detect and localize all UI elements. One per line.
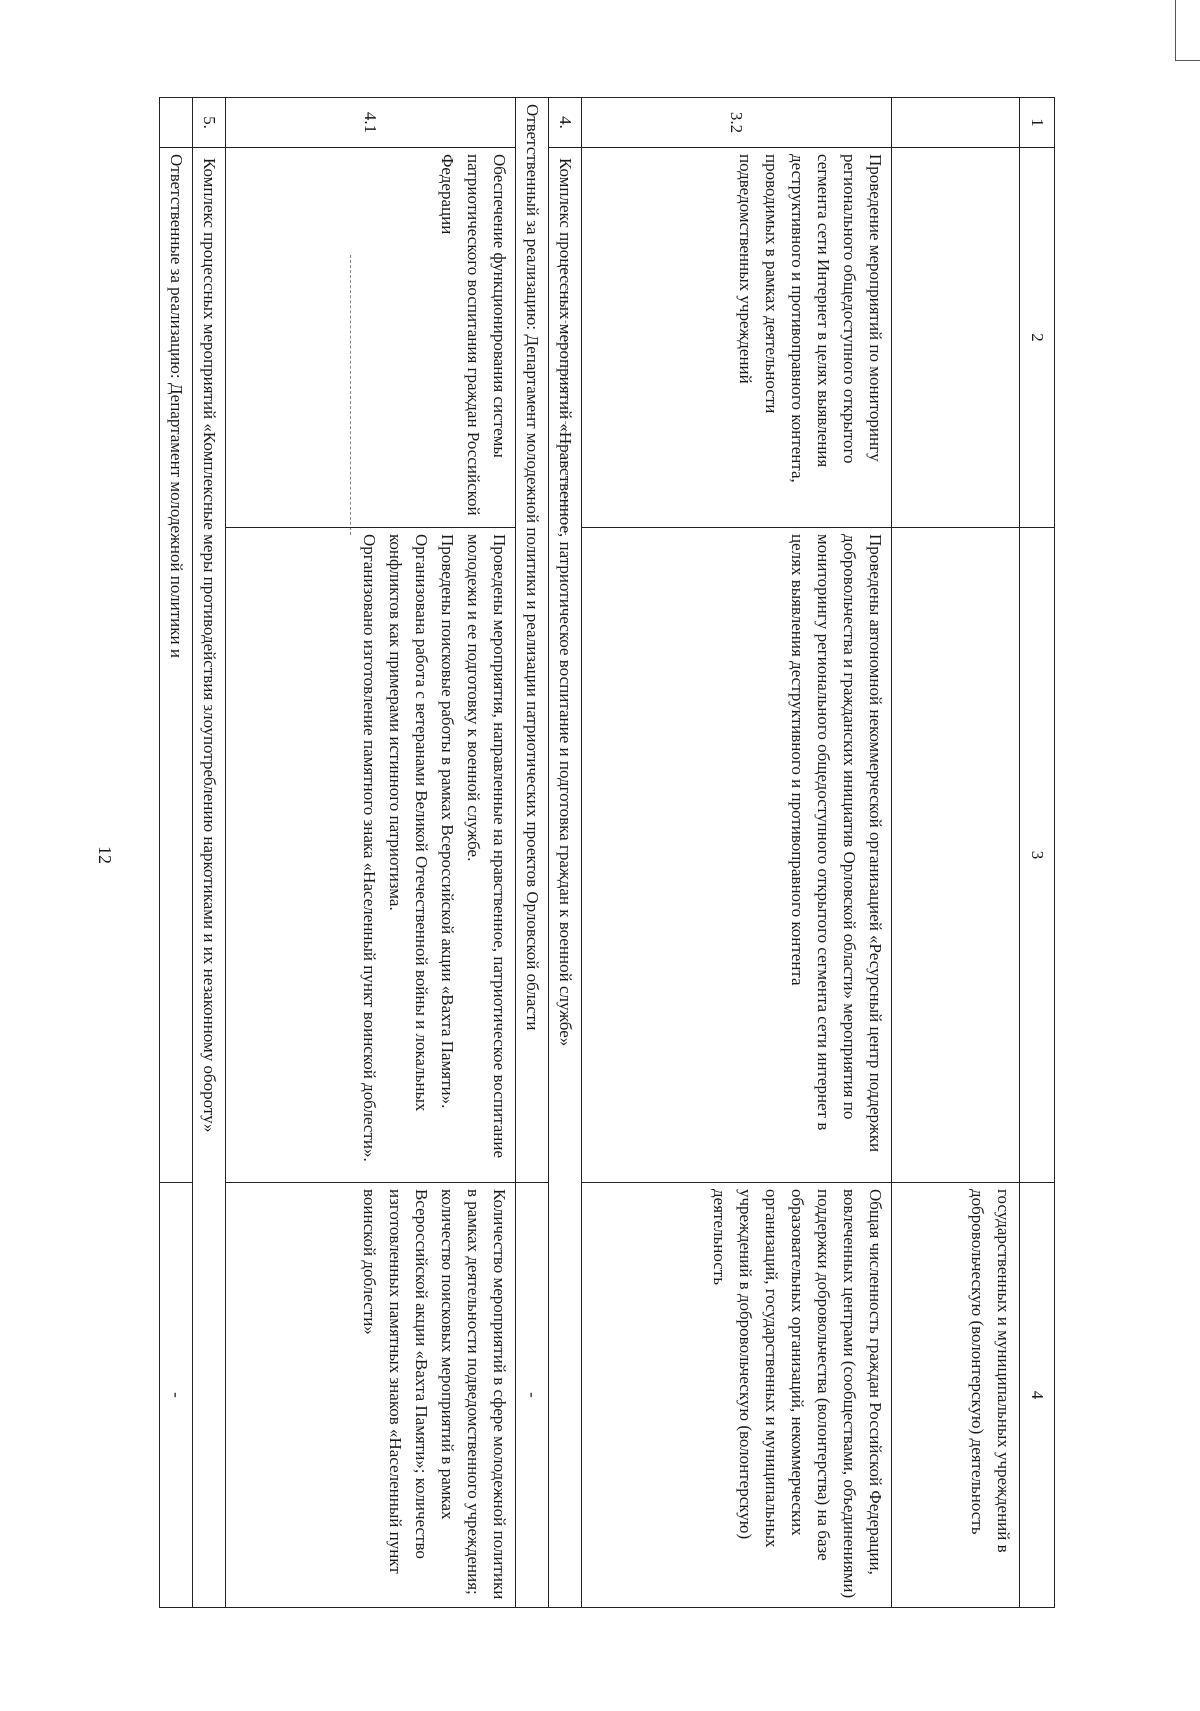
section-row	[549, 98, 582, 1608]
result-paragraph: Организована работа с ветеранами Великой Отечественной войны и локальных конфликтов как примерами истинного патриотизма.	[386, 534, 431, 1112]
row-indicator: Количество мероприятий в сфере молодежной политики в рамках деятельности подведомственного учреждения; количество поисковых мероприятий в рамках Всероссийской акции «Вахта Памяти»; количество изготовленных памятных знаков «Населенный пункт воинской доблести»	[226, 1183, 516, 1608]
rotated-page-content	[135, 97, 1055, 1607]
row-measure	[892, 148, 1020, 528]
result-paragraph: Проведены мероприятия, направленные на нравственное, патриотическое воспитание молодежи и ее подготовку к военной службе.	[464, 534, 509, 1159]
section-title: Комплекс процессных мероприятий «Нравственное, патриотическое воспитание и подготовка граждан к военной службе»	[549, 148, 582, 1608]
row-number: 4.1	[226, 98, 516, 148]
section-responsible: Ответственные за реализацию: Департамент молодежной политики и	[160, 148, 193, 1183]
row-number: 3.2	[582, 98, 892, 148]
table-row	[892, 98, 1020, 1608]
section-number: 4.	[549, 98, 582, 148]
row-result	[226, 528, 516, 1183]
responsible-row	[160, 98, 193, 1608]
section-responsible: Ответственный за реализацию: Департамент молодежной политики и реализации патриотических проектов Орловской области	[516, 98, 549, 1183]
row-measure: Обеспечение функционирования системы патриотического воспитания граждан Российской Федерации	[226, 148, 516, 528]
header-col-1: 1	[1020, 98, 1055, 148]
table-row	[582, 98, 892, 1608]
responsible-dash: -	[160, 1183, 193, 1608]
row-measure: Проведение мероприятий по мониторингу регионального общедоступного открытого сегмента сети Интернет в целях выявления деструктивного и противоправного контента, проводимых в рамках деятельности подведомственных учреждений	[582, 148, 892, 528]
empty-cell	[160, 98, 193, 148]
measures-table	[159, 97, 1055, 1608]
row-number	[892, 98, 1020, 148]
header-col-2: 2	[1020, 148, 1055, 528]
scan-corner-mark	[1175, 0, 1200, 61]
page-number: 12	[95, 846, 115, 864]
table-header-row	[1020, 98, 1055, 1608]
responsible-row	[516, 98, 549, 1608]
header-col-3: 3	[1020, 528, 1055, 1183]
result-paragraph: Организовано изготовление памятного знака «Населенный пункт воинской доблести».	[360, 534, 379, 1162]
responsible-dash: -	[516, 1183, 549, 1608]
section-number: 5.	[193, 98, 226, 148]
row-indicator: государственных и муниципальных учреждений в добровольческую (волонтерскую) деятельность	[892, 1183, 1020, 1608]
section-row	[193, 98, 226, 1608]
section-title: Комплекс процессных мероприятий «Комплексные меры противодействия злоупотреблению наркотиками и их незаконному обороту»	[193, 148, 226, 1608]
result-paragraph: Проведены поисковые работы в рамках Всероссийской акции «Вахта Памяти».	[438, 534, 457, 1109]
header-col-4: 4	[1020, 1183, 1055, 1608]
row-result	[892, 528, 1020, 1183]
row-indicator: Общая численность граждан Российской Федерации, вовлеченных центрами (сообществами, объединениями) поддержки добровольчества (волонтерства) на базе образовательных организаций, некоммерческих организаций, государственных и муниципальных учреждений в добровольческую (волонтерскую) деятельность	[582, 1183, 892, 1608]
table-row	[226, 98, 516, 1608]
row-result: Проведены автономной некоммерческой организацией «Ресурсный центр поддержки добровольчества и гражданских инициатив Орловской области» мероприятия по мониторингу регионального общедоступного открытого сегмента сети интернет в целях выявления деструктивного и противоправного контента	[582, 528, 892, 1183]
